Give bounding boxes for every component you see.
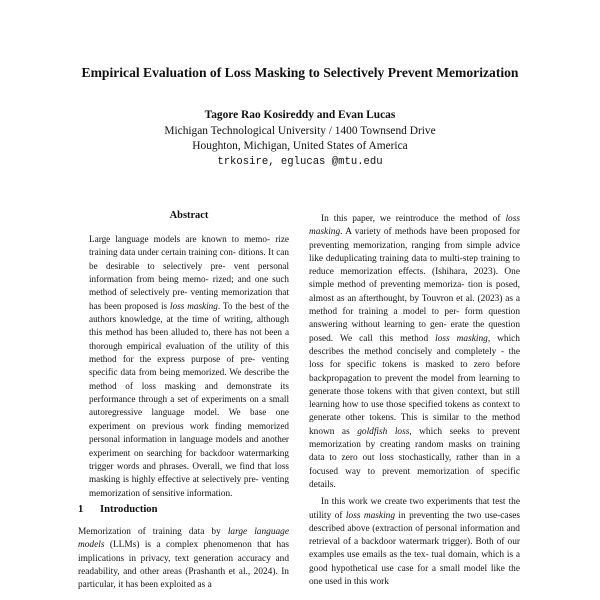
section-title: Introduction xyxy=(100,504,158,515)
section-number: 1 xyxy=(78,504,84,515)
address: Houghton, Michigan, United States of America xyxy=(192,140,408,152)
author-names: Tagore Rao Kosireddy and Evan Lucas xyxy=(204,109,396,121)
section-heading-introduction xyxy=(78,504,158,515)
author-block xyxy=(0,108,600,170)
right-column-body xyxy=(309,213,520,589)
introduction-paragraph: Memorization of training data by large language models (LLMs) is a complex phenomenon that has implications in privacy, text generation accuracy and readability, and other areas (Prashanth et al., 2024). In particular, it has been exploited as a xyxy=(78,527,289,591)
abstract-paragraph: Large language models are known to memo- rize training data under certain training con- ditions. It can be desirable to selectively pre- vent personal information from being memo- rized; and one such method of selectively pre- venting memorization that has been proposed is loss masking. To the best of the authors knowledge, at the time of writing, although this method has been alluded to, there has not been a thorough empirical evaluation of the utility of this method for the express purpose of pre- venting specific data from being memorized. We describe the method of loss masking and demonstrate its performance through a set of experiments on a small autoregressive language model. We base one experiment on previous work finding memorized personal information in language models and another experiment on searching for backdoor watermarking trigger words and phrases. Overall, we find that loss masking is highly effective at selectively pre- venting memorization of sensitive information. xyxy=(89,234,290,498)
author-email: trkosire, eglucas @mtu.edu xyxy=(217,155,383,168)
abstract-body xyxy=(89,233,289,500)
paper-title: Empirical Evaluation of Loss Masking to Selectively Prevent Memorization xyxy=(81,65,519,80)
abstract-heading: Abstract xyxy=(169,210,209,221)
paragraph-experiments: In this work we create two experiments that test the utility of loss masking in preventing the two use-cases described above (extraction of personal information and retrieval of a backdoor watermark trigger). Both of our examples use emails as the tex- tual domain, which is a good hypothetical use case for a small model like the one used in this work xyxy=(309,497,520,588)
paragraph-reintroduce: In this paper, we reintroduce the method of loss masking. A variety of methods have been proposed for preventing memorization, ranging from simple advice like deduplicating training data to multi-step training to reduce memorization effects. (Ishihara, 2023). One simple method of preventing memoriza- tion is posed, almost as an afterthought, by Touvron et al. (2023) as a method for training a model to per- form question answering without learning to gen- erate the question posed. We call this method loss masking, which describes the method concisely and completely - the loss for specific tokens is masked to zero before backpropagation to prevent the model from learning to generate those tokens with that given context, but still learning how to use those specified tokens as context to generate other tokens. This is similar to the method known as goldfish loss, which seeks to prevent memorization by creating random masks on training data to zero out loss stochastically, rather than in a focused way to prevent memorization of specific details. xyxy=(309,214,521,490)
introduction-body xyxy=(78,526,289,592)
affiliation: Michigan Technological University / 1400 Townsend Drive xyxy=(164,124,436,137)
